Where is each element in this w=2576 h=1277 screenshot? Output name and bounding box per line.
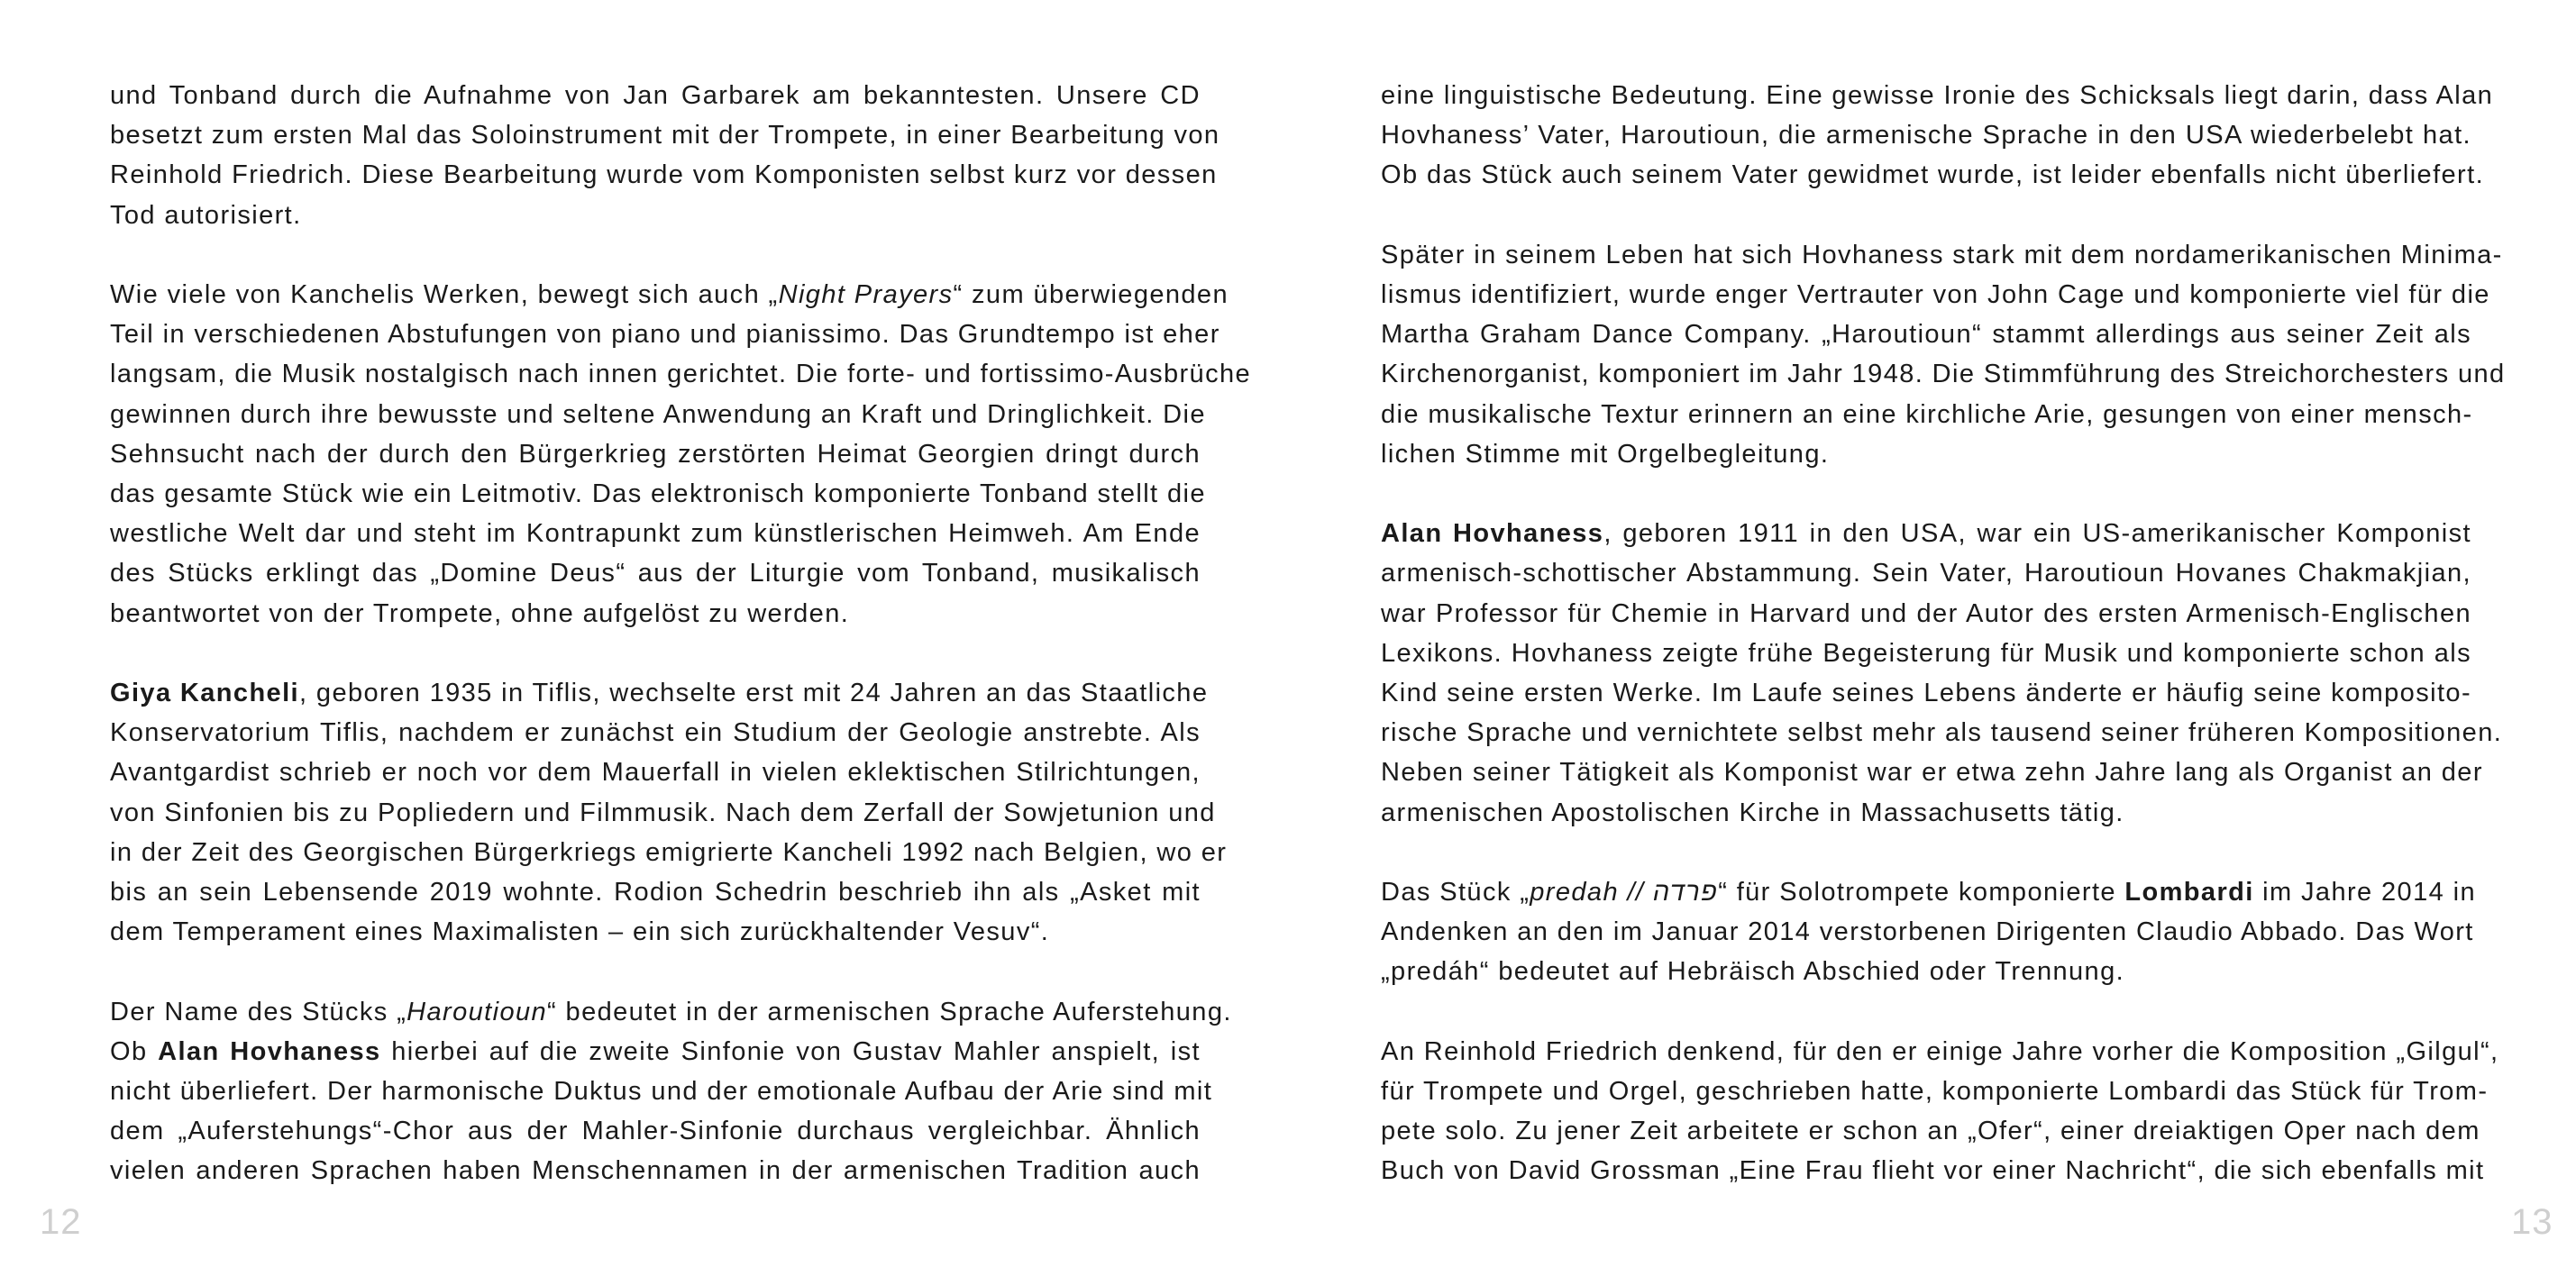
text-line: Konservatorium Tiflis, nachdem er zunächst ein Studium der Geologie anstrebte. Als — [110, 718, 1201, 748]
paragraph — [110, 992, 1232, 1191]
text-line: lichen Stimme mit Orgelbegleitung. — [1381, 439, 1830, 469]
text-line: gewinnen durch ihre bewusste und seltene Anwendung an Kraft und Dringlichkeit. Die — [110, 399, 1206, 429]
text-line: in der Zeit des Georgischen Bürgerkriegs emigrierte Kancheli 1992 nach Belgien, wo er — [110, 837, 1228, 867]
page-number-right: 13 — [2511, 1202, 2553, 1242]
paragraph — [1381, 514, 2503, 833]
text-line: die musikalische Textur erinnern an eine kirchliche Arie, gesungen von einer mensch- — [1381, 399, 2473, 429]
text-line: für Trompete und Orgel, geschrieben hatte, komponierte Lombardi das Stück für Trom- — [1381, 1077, 2489, 1107]
text-line: Lexikons. Hovhaness zeigte frühe Begeisterung für Musik und komponierte schon als — [1381, 638, 2471, 668]
text-line: Ob Alan Hovhaness hierbei auf die zweite Sinfonie von Gustav Mahler anspielt, ist — [110, 1036, 1201, 1066]
paragraph — [1381, 1032, 2499, 1191]
text-line: Der Name des Stücks „Haroutioun“ bedeutet in der armenischen Sprache Auferstehung. — [110, 997, 1232, 1026]
text-line: Martha Graham Dance Company. „Haroutioun“ stammt allerdings aus seiner Zeit als — [1381, 320, 2471, 350]
text-line: beantwortet von der Trompete, ohne aufgelöst zu werden. — [110, 598, 850, 628]
text-line: pete solo. Zu jener Zeit arbeitete er schon an „Ofer“, einer dreiaktigen Oper nach dem — [1381, 1117, 2480, 1146]
text-line: besetzt zum ersten Mal das Soloinstrument mit der Trompete, in einer Bearbeitung von — [110, 121, 1220, 151]
left-page-body — [110, 76, 1252, 1191]
text-line: bis an sein Lebensende 2019 wohnte. Rodion Schedrin beschrieb ihn als „Asket mit — [110, 878, 1201, 908]
text-line: rische Sprache und vernichtete selbst mehr als tausend seiner früheren Kompositionen. — [1381, 718, 2503, 748]
text-line: eine linguistische Bedeutung. Eine gewisse Ironie des Schicksals liegt darin, dass Alan — [1381, 81, 2494, 110]
text-line: Sehnsucht nach der durch den Bürgerkrieg zerstörten Heimat Georgien dringt durch — [110, 439, 1201, 469]
text-line: nicht überliefert. Der harmonische Duktus und der emotionale Aufbau der Arie sind mit — [110, 1077, 1213, 1107]
text-line: Andenken an den im Januar 2014 verstorbenen Dirigenten Claudio Abbado. Das Wort — [1381, 917, 2474, 947]
right-page-body — [1381, 76, 2506, 1191]
text-line: westliche Welt dar und steht im Kontrapunkt zum künstlerischen Heimweh. Am Ende — [110, 519, 1201, 549]
text-line: von Sinfonien bis zu Popliedern und Filmmusik. Nach dem Zerfall der Sowjetunion und — [110, 798, 1216, 827]
paragraph — [1381, 235, 2506, 474]
text-line: Ob das Stück auch seinem Vater gewidmet wurde, ist leider ebenfalls nicht überliefert. — [1381, 160, 2485, 190]
text-line: Alan Hovhaness, geboren 1911 in den USA, war ein US-amerikanischer Komponist — [1381, 519, 2471, 549]
text-line: Kirchenorganist, komponiert im Jahr 1948. Die Stimmführung des Streichorchesters und — [1381, 360, 2506, 389]
text-line: Avantgardist schrieb er noch vor dem Mauerfall in vielen eklektischen Stilrichtungen, — [110, 758, 1201, 788]
text-line: Das Stück „predah // פרדה“ für Solotrompete komponierte Lombardi im Jahre 2014 in — [1381, 878, 2476, 908]
text-line: dem „Auferstehungs“-Chor aus der Mahler-Sinfonie durchaus vergleichbar. Ähnlich — [110, 1117, 1201, 1146]
text-line: Reinhold Friedrich. Diese Bearbeitung wurde vom Komponisten selbst kurz vor dessen — [110, 160, 1218, 190]
text-line: armenischen Apostolischen Kirche in Massachusetts tätig. — [1381, 798, 2124, 827]
text-line: das gesamte Stück wie ein Leitmotiv. Das elektronisch komponierte Tonband stellt die — [110, 479, 1206, 509]
text-line: An Reinhold Friedrich denkend, für den er einige Jahre vorher die Komposition „Gilgul“, — [1381, 1036, 2499, 1066]
text-line: Giya Kancheli, geboren 1935 in Tiflis, wechselte erst mit 24 Jahren an das Staatliche — [110, 679, 1209, 708]
text-line: und Tonband durch die Aufnahme von Jan Garbarek am bekanntesten. Unsere CD — [110, 81, 1201, 110]
text-line: Teil in verschiedenen Abstufungen von piano und pianissimo. Das Grundtempo ist eher — [110, 320, 1220, 350]
paragraph — [1381, 872, 2476, 992]
text-line: Tod autorisiert. — [110, 200, 302, 230]
text-line: armenisch-schottischer Abstammung. Sein Vater, Haroutioun Hovanes Chakmakjian, — [1381, 559, 2471, 588]
text-line: lismus identifiziert, wurde enger Vertrauter von John Cage und komponierte viel für die — [1381, 280, 2490, 309]
paragraph — [110, 673, 1228, 952]
text-line: Hovhaness’ Vater, Haroutioun, die armenische Sprache in den USA wiederbelebt hat. — [1381, 121, 2471, 151]
text-line: „predáh“ bedeutet auf Hebräisch Abschied oder Trennung. — [1381, 957, 2125, 987]
text-line: des Stücks erklingt das „Domine Deus“ aus der Liturgie vom Tonband, musikalisch — [110, 559, 1201, 588]
text-line: war Professor für Chemie in Harvard und der Autor des ersten Armenisch-Englischen — [1381, 598, 2471, 628]
text-line: vielen anderen Sprachen haben Menschennamen in der armenischen Tradition auch — [110, 1156, 1201, 1186]
text-line: Neben seiner Tätigkeit als Komponist war er etwa zehn Jahre lang als Organist an der — [1381, 758, 2483, 788]
text-line: dem Temperament eines Maximalisten – ein sich zurückhaltender Vesuv“. — [110, 917, 1050, 947]
page-number-left: 12 — [40, 1202, 82, 1242]
text-line: Später in seinem Leben hat sich Hovhaness stark mit dem nordamerikanischen Minima- — [1381, 240, 2503, 269]
text-line: Wie viele von Kanchelis Werken, bewegt sich auch „Night Prayers“ zum überwiegenden — [110, 280, 1229, 309]
paragraph — [1381, 76, 2494, 196]
text-line: Buch von David Grossman „Eine Frau flieht vor einer Nachricht“, die sich ebenfalls mit — [1381, 1156, 2485, 1186]
paragraph — [110, 76, 1220, 235]
text-line: langsam, die Musik nostalgisch nach innen gerichtet. Die forte- und fortissimo-Ausbrüche — [110, 360, 1252, 389]
text-line: Kind seine ersten Werke. Im Laufe seines Lebens änderte er häufig seine komposito- — [1381, 679, 2471, 708]
paragraph — [110, 275, 1252, 634]
